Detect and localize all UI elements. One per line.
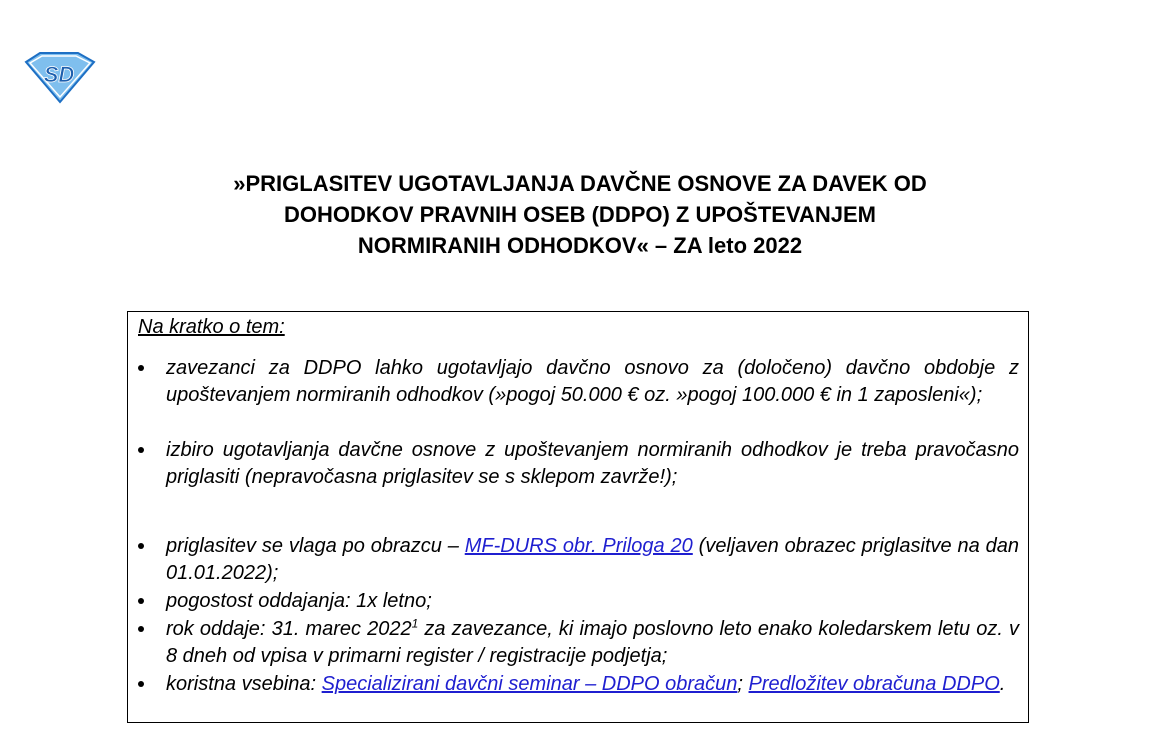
list-item: priglasitev se vlaga po obrazcu – MF-DURS obr. Priloga 20 (veljaven obrazec priglasitve na dan 01.01.2022); bbox=[166, 533, 1019, 586]
list-item: zavezanci za DDPO lahko ugotavljajo davčno osnovo za (določeno) davčno obdobje z upoštevanjem normiranih odhodkov (»pogoj 50.000 € oz. »pogoj 100.000 € in 1 zaposleni«); bbox=[166, 355, 1019, 408]
bullet-icon bbox=[138, 365, 144, 371]
seminar-link[interactable]: Specializirani davčni seminar – DDPO obračun bbox=[321, 673, 738, 695]
list-item: koristna vsebina: Specializirani davčni seminar – DDPO obračun; Predložitev obračuna DDPO. bbox=[166, 671, 1019, 698]
footnote-marker[interactable]: 1 bbox=[411, 616, 419, 631]
bullet-icon bbox=[138, 598, 144, 604]
document-title bbox=[120, 168, 1040, 261]
company-logo bbox=[22, 50, 96, 104]
bullet-icon bbox=[138, 681, 144, 687]
title-line-3: NORMIRANIH ODHODKOV« – ZA leto 2022 bbox=[357, 233, 803, 258]
ddpo-submission-link[interactable]: Predložitev obračuna DDPO bbox=[748, 673, 1000, 695]
bullet-icon bbox=[138, 543, 144, 549]
list-item: izbiro ugotavljanja davčne osnove z upoštevanjem normiranih odhodkov je treba pravočasno priglasiti (nepravočasna priglasitev se s sklepom zavrže!); bbox=[166, 437, 1019, 490]
title-line-2: DOHODKOV PRAVNIH OSEB (DDPO) Z UPOŠTEVANJEM bbox=[283, 202, 876, 227]
list-item: rok oddaje: 31. marec 2022$^1$ za zavezance, ki imajo poslovno leto enako koledarskem letu oz. v 8 dneh od vpisa v primarni register / registracije podjetja; bbox=[166, 616, 1019, 669]
priloga-20-link[interactable]: MF-DURS obr. Priloga 20 bbox=[464, 535, 693, 557]
bullet-icon bbox=[138, 447, 144, 453]
summary-heading: Na kratko o tem: bbox=[138, 316, 285, 338]
svg-text:SD: SD bbox=[43, 62, 75, 87]
list-item: pogostost oddajanja: 1x letno; bbox=[166, 588, 1019, 615]
title-line-1: »PRIGLASITEV UGOTAVLJANJA DAVČNE OSNOVE ZA DAVEK OD bbox=[233, 171, 927, 196]
summary-box bbox=[127, 311, 1029, 723]
bullet-icon bbox=[138, 626, 144, 632]
